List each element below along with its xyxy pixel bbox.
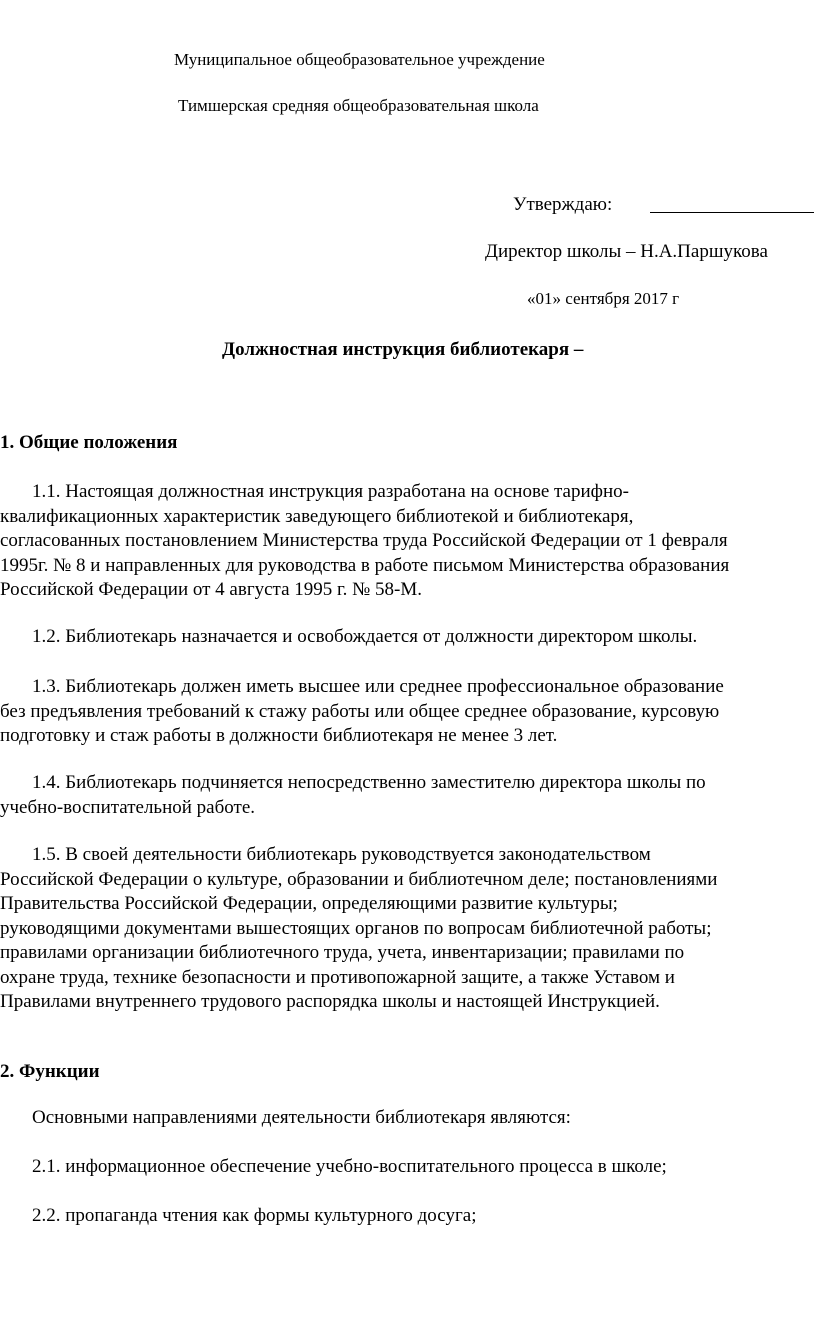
paragraph-2-2: 2.2. пропаганда чтения как формы культурного досуга;: [32, 1205, 477, 1226]
section-1-heading: 1. Общие положения: [0, 432, 178, 453]
text-line: квалификационных характеристик заведующего библиотекой и библиотекаря,: [0, 505, 634, 527]
paragraph-1-3: [0, 675, 814, 749]
text-line: Российской Федерации от 4 августа 1995 г. № 58-М.: [0, 579, 423, 600]
paragraph-1-2: [0, 625, 814, 650]
text-line: согласованных постановлением Министерства труда Российской Федерации от 1 февраля: [0, 530, 728, 551]
approval-label: Утверждаю:: [513, 194, 613, 215]
text-line: 1.4. Библиотекарь подчиняется непосредственно заместителю директора школы по: [32, 772, 706, 793]
section-2-intro: Основными направлениями деятельности библиотекаря являются:: [32, 1107, 571, 1128]
text-line: 1.1. Настоящая должностная инструкция разработана на основе тарифно-: [32, 481, 629, 502]
text-line: без предъявления требований к стажу работы или общее среднее образование, курсовую: [0, 700, 720, 722]
paragraph-2-1: 2.1. информационное обеспечение учебно-воспитательного процесса в школе;: [32, 1156, 667, 1177]
text-line: Российской Федерации о культуре, образовании и библиотечном деле; постановлениями: [0, 868, 718, 890]
approval-date: «01» сентября 2017 г: [527, 289, 680, 308]
text-line: охране труда, технике безопасности и противопожарной защите, а также Уставом и: [0, 966, 675, 988]
paragraph-1-4: [0, 771, 814, 820]
text-line: подготовку и стаж работы в должности библиотекаря не менее 3 лет.: [0, 725, 558, 746]
section-2-heading: 2. Функции: [0, 1061, 100, 1082]
text-line: руководящими документами вышестоящих органов по вопросам библиотечной работы;: [0, 917, 712, 939]
text-line: Правилами внутреннего трудового распорядка школы и настоящей Инструкцией.: [0, 991, 660, 1012]
text-line: 1.5. В своей деятельности библиотекарь руководствуется законодательством: [32, 844, 651, 865]
signature-line: [650, 212, 814, 213]
text-line: Правительства Российской Федерации, определяющими развитие культуры;: [0, 893, 618, 914]
paragraph-1-5: [0, 843, 814, 1015]
text-line: 1995г. № 8 и направленных для руководства в работе письмом Министерства образования: [0, 554, 730, 576]
org-name-line1: Муниципальное общеобразовательное учреждение: [174, 50, 545, 69]
director-name: Директор школы – Н.А.Паршукова: [485, 241, 768, 262]
text-line: учебно-воспитательной работе.: [0, 796, 256, 818]
text-line: 1.3. Библиотекарь должен иметь высшее или среднее профессиональное образование: [32, 676, 724, 697]
text-line: правилами организации библиотечного труда, учета, инвентаризации; правилами по: [0, 942, 685, 963]
document-title: Должностная инструкция библиотекаря –: [222, 339, 584, 360]
org-name-line2: Тимшерская средняя общеобразовательная школа: [178, 96, 539, 115]
text-line: 1.2. Библиотекарь назначается и освобождается от должности директором школы.: [32, 626, 698, 647]
paragraph-1-1: [0, 480, 814, 603]
